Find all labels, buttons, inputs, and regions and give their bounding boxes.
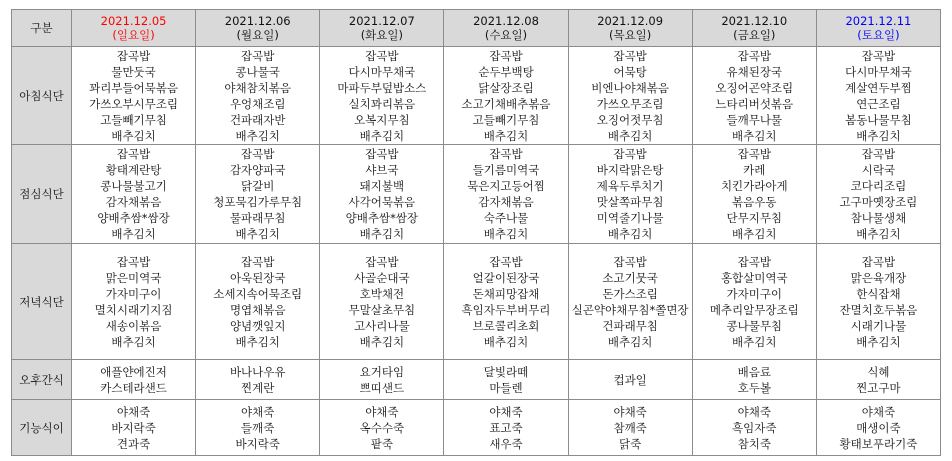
- menu-item: 배추김치: [359, 334, 405, 349]
- menu-cell-mon: [196, 145, 320, 244]
- menu-item: 달빛라떼: [483, 364, 529, 379]
- menu-cell-sun: [72, 400, 196, 456]
- menu-item: 들깨죽: [241, 420, 275, 435]
- menu-cell-thu: [568, 360, 692, 400]
- menu-item: 야채죽: [489, 404, 523, 419]
- menu-item: 우엉채조림: [229, 96, 286, 111]
- menu-item: 배추김치: [483, 334, 529, 349]
- menu-item: 배추김치: [607, 227, 653, 241]
- day-header-thu: [568, 10, 692, 47]
- menu-item: 바지락죽: [111, 420, 156, 435]
- menu-cell-tue: [320, 400, 444, 456]
- menu-item: 팥죽: [370, 436, 393, 451]
- weekday-label: (금요일): [733, 28, 776, 42]
- menu-cell-mon: [196, 47, 320, 145]
- menu-item: 배추김치: [235, 227, 280, 241]
- menu-item: 찐고구마: [856, 380, 901, 395]
- menu-item: 꽈리부들어묵볶음: [89, 80, 178, 95]
- menu-item: 배추김치: [856, 128, 901, 143]
- menu-item: 샤브국: [365, 163, 399, 177]
- day-header-sat: [816, 10, 940, 47]
- menu-item: 코다리조림: [850, 179, 907, 193]
- menu-item: 잡곡밥: [116, 147, 151, 161]
- day-header-mon: [196, 10, 320, 47]
- menu-item: 시락국: [861, 163, 896, 177]
- menu-item: 배추김치: [483, 128, 529, 143]
- weekday-label: (화요일): [360, 28, 403, 42]
- meal-type-label: 점심식단: [12, 145, 72, 244]
- menu-item: 양념깻잎지: [229, 318, 286, 333]
- menu-item: 무말살초무침: [348, 302, 416, 317]
- menu-item: 잡곡밥: [116, 48, 151, 63]
- menu-item: 찐계란: [241, 380, 275, 395]
- menu-cell-wed: [444, 47, 568, 145]
- menu-item: 배추김치: [732, 334, 777, 349]
- menu-item: 참나물생채: [850, 211, 907, 225]
- menu-item: 청포묵김가루무침: [213, 195, 303, 209]
- menu-item: 오징어곤약조림: [715, 80, 794, 95]
- menu-cell-thu: [568, 400, 692, 456]
- menu-item: 숙주나물: [483, 211, 529, 225]
- menu-item: 쁘띠샌드: [359, 380, 405, 395]
- menu-cell-sun: [72, 244, 196, 360]
- date-label: 2021.12.05: [100, 14, 167, 28]
- menu-item: 잡곡밥: [737, 147, 771, 161]
- menu-item: 잡곡밥: [365, 147, 399, 161]
- menu-cell-tue: [320, 244, 444, 360]
- menu-item: 매생이죽: [856, 420, 901, 435]
- special-diet-row: [12, 400, 941, 456]
- menu-item: 물파래무침: [229, 211, 286, 225]
- menu-cell-sat: [816, 360, 940, 400]
- menu-item: 야채죽: [861, 404, 896, 419]
- weekday-label: (일요일): [112, 28, 155, 42]
- menu-item: 감자채볶음: [105, 195, 162, 209]
- menu-item: 고들빼기무침: [472, 112, 540, 127]
- menu-cell-wed: [444, 244, 568, 360]
- menu-item: 닭살장조림: [478, 80, 534, 95]
- menu-item: 흑임자죽: [732, 420, 777, 435]
- menu-item: 돈채피망잡채: [472, 286, 540, 301]
- menu-item: 식혜: [867, 364, 890, 379]
- menu-item: 배추김치: [111, 128, 156, 143]
- dinner-row: [12, 244, 941, 360]
- menu-item: 양배추쌈*쌈장: [97, 211, 170, 225]
- menu-item: 배추김치: [111, 227, 156, 241]
- menu-item: 사각어묵볶음: [348, 195, 416, 209]
- menu-item: 배추김치: [607, 334, 653, 349]
- menu-item: 어묵탕: [613, 64, 647, 79]
- meal-type-label: 저녁식단: [12, 244, 72, 360]
- date-label: 2021.12.07: [348, 14, 415, 28]
- menu-item: 야채죽: [365, 404, 399, 419]
- header-row: [12, 10, 941, 47]
- menu-item: 아욱된장국: [229, 270, 286, 285]
- menu-item: 실곤약야채무침*쫄면장: [571, 302, 689, 317]
- meal-type-label: 오후간식: [12, 360, 72, 400]
- menu-item: 물만둣국: [111, 64, 156, 79]
- menu-item: 건파래무침: [602, 318, 658, 333]
- menu-item: 배추김치: [111, 334, 156, 349]
- menu-item: 잡곡밥: [737, 254, 771, 269]
- menu-item: 요거타임: [359, 364, 405, 379]
- menu-item: 잡곡밥: [613, 147, 647, 161]
- menu-item: 소고기뭇국: [602, 270, 658, 285]
- menu-item: 맑은육개장: [850, 270, 907, 285]
- meal-type-label: 기능식이: [12, 400, 72, 456]
- menu-item: 맛살쪽파무침: [596, 195, 664, 209]
- menu-item: 표고죽: [489, 420, 523, 435]
- meal-rows: [12, 47, 941, 456]
- menu-item: 배추김치: [483, 227, 529, 241]
- menu-cell-fri: [692, 47, 816, 145]
- menu-item: 배추김치: [235, 334, 280, 349]
- menu-item: 카레: [743, 163, 766, 177]
- day-header-sun: [72, 10, 196, 47]
- menu-item: 다시마무채국: [348, 64, 416, 79]
- menu-item: 한식잡채: [856, 286, 901, 301]
- menu-cell-wed: [444, 360, 568, 400]
- menu-cell-sat: [816, 145, 940, 244]
- menu-item: 야채죽: [613, 404, 647, 419]
- menu-item: 잡곡밥: [241, 254, 275, 269]
- weekday-label: (목요일): [608, 28, 652, 42]
- weekly-meal-table: [11, 9, 941, 456]
- menu-item: 배추김치: [732, 128, 777, 143]
- menu-item: 단무지무침: [726, 211, 783, 225]
- menu-item: 잡곡밥: [241, 48, 275, 63]
- menu-cell-sat: [816, 244, 940, 360]
- menu-item: 소세지속어묵조림: [213, 286, 303, 301]
- menu-item: 잡곡밥: [613, 48, 647, 63]
- menu-item: 잡곡밥: [737, 48, 771, 63]
- menu-item: 맑은미역국: [105, 270, 162, 285]
- menu-item: 야채죽: [241, 404, 275, 419]
- menu-item: 참치죽: [737, 436, 771, 451]
- menu-item: 야채죽: [737, 404, 771, 419]
- menu-item: 콩나물불고기: [100, 179, 167, 193]
- menu-item: 카스테라샌드: [100, 380, 167, 395]
- menu-item: 배추김치: [607, 128, 653, 143]
- menu-item: 배추김치: [856, 227, 901, 241]
- menu-item: 사골순대국: [354, 270, 410, 285]
- menu-item: 컵과일: [613, 372, 647, 387]
- menu-item: 가쓰오무조림: [596, 96, 664, 111]
- menu-item: 황태보푸라기죽: [839, 436, 918, 451]
- menu-cell-wed: [444, 145, 568, 244]
- menu-item: 고구마옛장조림: [839, 195, 918, 209]
- menu-item: 새우죽: [489, 436, 523, 451]
- menu-item: 배추김치: [235, 128, 280, 143]
- menu-item: 명엽채볶음: [229, 302, 286, 317]
- menu-item: 잡곡밥: [861, 48, 896, 63]
- menu-item: 돈가스조림: [602, 286, 658, 301]
- day-header-wed: [444, 10, 568, 47]
- menu-item: 참깨죽: [613, 420, 647, 435]
- menu-cell-fri: [692, 145, 816, 244]
- menu-cell-thu: [568, 244, 692, 360]
- menu-item: 옥수수죽: [359, 420, 405, 435]
- menu-item: 멸치시래기지짐: [94, 302, 173, 317]
- date-label: 2021.12.09: [597, 14, 664, 28]
- menu-item: 황태계란탕: [105, 163, 162, 177]
- menu-item: 감자채볶음: [478, 195, 534, 209]
- weekday-label: (수요일): [484, 28, 528, 42]
- menu-item: 들깨무나물: [726, 112, 783, 127]
- menu-item: 시래기나물: [850, 318, 907, 333]
- menu-item: 유채된장국: [726, 64, 783, 79]
- menu-item: 돼지불백: [359, 179, 405, 193]
- menu-item: 묵은지고등어찜: [467, 179, 545, 193]
- menu-item: 잔멸치호두볶음: [839, 302, 918, 317]
- menu-item: 잡곡밥: [489, 48, 523, 63]
- menu-cell-sat: [816, 47, 940, 145]
- menu-item: 다시마무채국: [845, 64, 912, 79]
- menu-item: 잡곡밥: [861, 147, 896, 161]
- menu-item: 고사리나물: [354, 318, 410, 333]
- menu-item: 배추김치: [732, 227, 777, 241]
- menu-item: 닭갈비: [241, 179, 275, 193]
- menu-cell-sat: [816, 400, 940, 456]
- menu-item: 잡곡밥: [116, 254, 151, 269]
- menu-item: 실치꽈리볶음: [348, 96, 416, 111]
- weekday-label: (토요일): [857, 28, 900, 42]
- date-label: 2021.12.10: [721, 14, 788, 28]
- menu-item: 제육두루치기: [596, 179, 664, 193]
- menu-item: 치킨가라아게: [720, 179, 788, 193]
- menu-item: 오복지무침: [354, 112, 410, 127]
- menu-cell-tue: [320, 47, 444, 145]
- menu-item: 마파두부덮밥소스: [337, 80, 427, 95]
- menu-item: 비엔나야채볶음: [591, 80, 670, 95]
- menu-item: 가자미구이: [726, 286, 783, 301]
- menu-item: 배추김치: [856, 334, 901, 349]
- menu-item: 가쓰오부시무조림: [89, 96, 178, 111]
- menu-item: 닭죽: [619, 436, 642, 451]
- menu-cell-tue: [320, 360, 444, 400]
- menu-item: 새송이볶음: [105, 318, 162, 333]
- menu-item: 잡곡밥: [861, 254, 896, 269]
- menu-item: 바나나우유: [229, 364, 286, 379]
- menu-item: 애플얀에진저: [100, 364, 167, 379]
- menu-item: 계살연두부찜: [845, 80, 912, 95]
- menu-item: 순두부백탕: [478, 64, 534, 79]
- menu-item: 오징어젓무침: [596, 112, 664, 127]
- menu-item: 고들빼기무침: [100, 112, 167, 127]
- menu-cell-sun: [72, 145, 196, 244]
- menu-item: 잡곡밥: [613, 254, 647, 269]
- menu-item: 브로콜리초회: [472, 318, 540, 333]
- menu-item: 잡곡밥: [365, 48, 399, 63]
- menu-item: 배음료: [737, 364, 771, 379]
- menu-item: 잡곡밥: [489, 254, 523, 269]
- corner-header: 구분: [12, 10, 72, 47]
- menu-cell-thu: [568, 47, 692, 145]
- date-label: 2021.12.08: [473, 14, 539, 28]
- snack-row: [12, 360, 941, 400]
- menu-item: 가자미구이: [105, 286, 162, 301]
- menu-cell-mon: [196, 360, 320, 400]
- menu-cell-tue: [320, 145, 444, 244]
- menu-item: 콩나물국: [235, 64, 280, 79]
- menu-item: 야채죽: [116, 404, 151, 419]
- menu-cell-fri: [692, 244, 816, 360]
- menu-item: 배추김치: [359, 227, 405, 241]
- menu-item: 건파래자반: [229, 112, 286, 127]
- menu-item: 소고기채배추볶음: [461, 96, 551, 111]
- menu-cell-fri: [692, 360, 816, 400]
- menu-item: 흑임자두부버무리: [461, 302, 551, 317]
- menu-cell-thu: [568, 145, 692, 244]
- menu-cell-wed: [444, 400, 568, 456]
- menu-item: 잡곡밥: [365, 254, 399, 269]
- menu-item: 양배추쌈*쌈장: [345, 211, 419, 225]
- menu-cell-mon: [196, 244, 320, 360]
- menu-item: 콩나물무침: [726, 318, 783, 333]
- menu-cell-mon: [196, 400, 320, 456]
- menu-item: 연근조림: [856, 96, 901, 111]
- menu-item: 잡곡밥: [241, 147, 275, 161]
- meal-type-label: 아침식단: [12, 47, 72, 145]
- menu-item: 잡곡밥: [489, 147, 523, 161]
- breakfast-row: [12, 47, 941, 145]
- menu-item: 견과죽: [116, 436, 151, 451]
- menu-item: 야채참치볶음: [224, 80, 292, 95]
- menu-item: 홍합살미역국: [720, 270, 788, 285]
- menu-item: 얼갈이된장국: [472, 270, 540, 285]
- day-header-fri: [692, 10, 816, 47]
- menu-item: 감자양파국: [229, 163, 286, 177]
- menu-item: 봄동나물무침: [845, 112, 912, 127]
- menu-item: 바지락죽: [235, 436, 280, 451]
- menu-item: 호두볼: [737, 380, 771, 395]
- menu-item: 마들렌: [489, 380, 523, 395]
- menu-item: 호박채전: [359, 286, 405, 301]
- menu-item: 미역줄기나물: [596, 211, 664, 225]
- date-label: 2021.12.11: [845, 14, 912, 28]
- menu-cell-fri: [692, 400, 816, 456]
- menu-item: 바지락맑은탕: [596, 163, 664, 177]
- menu-item: 볶음우동: [732, 195, 777, 209]
- menu-item: 배추김치: [359, 128, 405, 143]
- menu-item: 들기름미역국: [472, 163, 540, 177]
- menu-cell-sun: [72, 47, 196, 145]
- menu-item: 메추리알무장조림: [709, 302, 799, 317]
- day-header-tue: [320, 10, 444, 47]
- lunch-row: [12, 145, 941, 244]
- menu-item: 느타리버섯볶음: [715, 96, 794, 111]
- date-label: 2021.12.06: [224, 14, 291, 28]
- menu-cell-sun: [72, 360, 196, 400]
- weekday-label: (월요일): [236, 28, 279, 42]
